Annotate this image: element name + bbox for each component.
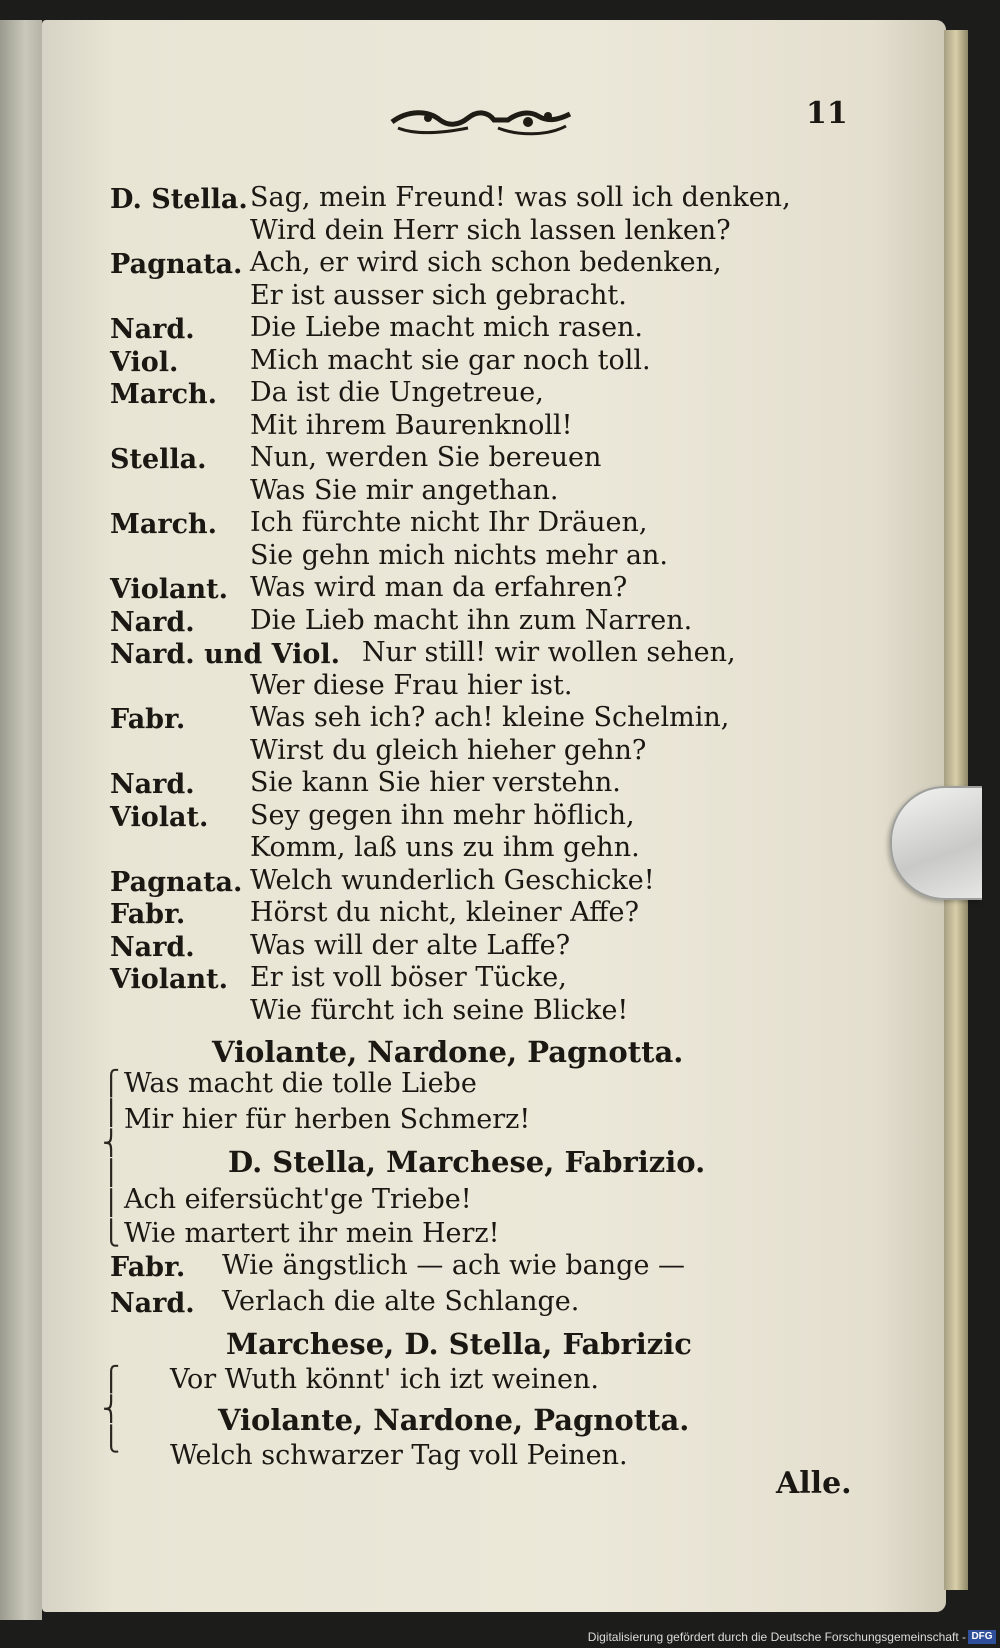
speaker-name: Nard. <box>110 606 195 638</box>
verse-line: Sie kann Sie hier verstehn. <box>250 767 621 798</box>
ensemble-header: Marchese, D. Stella, Fabrizic <box>226 1327 692 1361</box>
verse-line: Die Liebe macht mich rasen. <box>250 312 644 343</box>
dfg-logo-icon: DFG <box>968 1630 996 1644</box>
ornament-icon <box>388 102 574 142</box>
ensemble-header: Violante, Nardone, Pagnotta. <box>212 1035 684 1069</box>
verse-line: Ach eifersücht'ge Triebe! <box>124 1184 472 1215</box>
speaker-name: March. <box>110 379 218 410</box>
left-page-edge <box>0 20 42 1620</box>
verse-line: Mit ihrem Baurenknoll! <box>250 409 573 441</box>
verse-line: Welch wunderlich Geschicke! <box>250 864 655 896</box>
speaker-name: Fabr. <box>110 899 186 930</box>
verse-line: Was Sie mir angethan. <box>250 474 559 506</box>
verse-line: Was wird man da erfahren? <box>250 572 628 603</box>
verse-line: Sag, mein Freund! was soll ich denken, <box>250 182 791 213</box>
speaker-name: Fabr. <box>110 1252 186 1283</box>
verse-line: Hörst du nicht, kleiner Affe? <box>250 897 639 928</box>
ensemble-header: D. Stella, Marchese, Fabrizio. <box>228 1145 706 1179</box>
verse-line: Komm, laß uns zu ihm gehn. <box>250 832 640 863</box>
speaker-name: Nard. <box>110 931 195 963</box>
verse-line: Verlach die alte Schlange. <box>222 1286 580 1317</box>
verse-line: Er ist ausser sich gebracht. <box>250 279 627 311</box>
footer-credit: Digitalisierung gefördert durch die Deutsche Forschungsgemeinschaft - <box>587 1630 966 1644</box>
speaker-name: Nard. <box>110 314 195 345</box>
verse-line: Vor Wuth könnt' ich izt weinen. <box>170 1364 599 1395</box>
verse-line: Nur still! wir wollen sehen, <box>362 637 736 668</box>
speaker-name: Nard. <box>110 1288 195 1319</box>
speaker-name: Violant. <box>110 574 228 605</box>
verse-line: Wer diese Frau hier ist. <box>250 669 573 701</box>
verse-line: Sey gegen ihn mehr höflich, <box>250 799 635 831</box>
verse-line: Ich fürchte nicht Ihr Dräuen, <box>250 507 648 538</box>
verse-line: Die Lieb macht ihn zum Narren. <box>250 604 693 636</box>
verse-line: Was will der alte Laffe? <box>250 929 571 961</box>
verse-line: Mir hier für herben Schmerz! <box>124 1104 531 1135</box>
speaker-name: Nard. <box>110 769 195 800</box>
speaker-name: Violant. <box>110 964 228 995</box>
verse-line: Was macht die tolle Liebe <box>124 1068 477 1099</box>
bracket-mark: ⎧ ⎪ ⎨ ⎪ ⎪ ⎩ <box>104 1069 119 1247</box>
bracket-mark: ⎧ ⎨ ⎩ <box>104 1365 119 1453</box>
speaker-name: D. Stella. <box>110 184 248 215</box>
verse-line: Er ist voll böser Tücke, <box>250 962 567 993</box>
verse-line: Wie ängstlich — ach wie bange — <box>222 1250 686 1281</box>
speaker-name: Pagnata. <box>110 249 243 280</box>
verse-line: Ach, er wird sich schon bedenken, <box>250 247 722 278</box>
verse-line: Wie martert ihr mein Herz! <box>124 1218 500 1249</box>
page-number: 11 <box>806 96 848 131</box>
speaker-name: March. <box>110 509 218 540</box>
speaker-name: Nard. und Viol. <box>110 639 341 670</box>
verse-line: Nun, werden Sie bereuen <box>250 442 602 473</box>
speaker-name: Pagnata. <box>110 866 243 898</box>
verse-line: Was seh ich? ach! kleine Schelmin, <box>250 702 730 733</box>
catchword: Alle. <box>776 1466 852 1501</box>
ensemble-header: Violante, Nardone, Pagnotta. <box>218 1403 690 1437</box>
verse-line: Welch schwarzer Tag voll Peinen. <box>170 1440 628 1471</box>
verse-line: Sie gehn mich nichts mehr an. <box>250 539 668 571</box>
verse-line: Wird dein Herr sich lassen lenken? <box>250 214 731 246</box>
verse-line: Wie fürcht ich seine Blicke! <box>250 994 629 1026</box>
speaker-name: Violat. <box>110 801 209 833</box>
verse-line: Da ist die Ungetreue, <box>250 377 544 408</box>
verse-line: Wirst du gleich hieher gehn? <box>250 734 647 766</box>
verse-line: Mich macht sie gar noch toll. <box>250 344 651 376</box>
speaker-name: Fabr. <box>110 704 186 735</box>
speaker-name: Stella. <box>110 444 207 475</box>
speaker-name: Viol. <box>110 346 179 378</box>
